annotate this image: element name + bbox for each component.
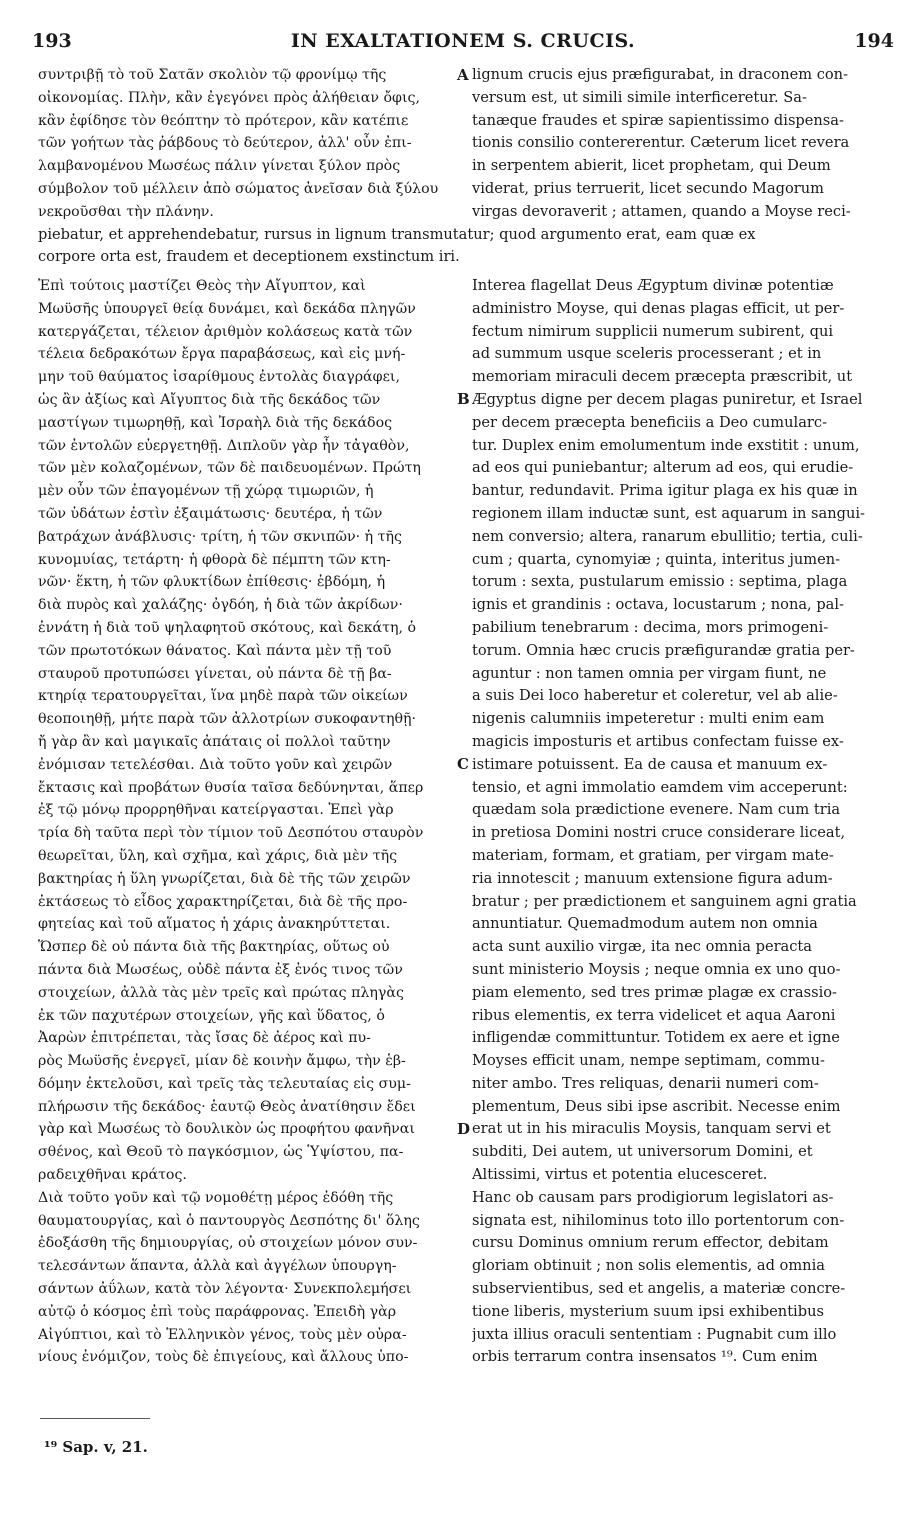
greek-line: ἐκ τῶν παχυτέρων στοιχείων, γῆς καὶ ὕδατος, ὁ — [38, 1007, 385, 1024]
greek-line: στοιχείων, ἀλλὰ τὰς μὲν τρεῖς καὶ πρώτας πληγὰς — [38, 984, 404, 1001]
latin-line: cum ; quarta, cynomyiæ ; quinta, interitus jumen- — [472, 550, 841, 568]
greek-line: κατεργάζεται, τέλειον ἀριθμὸν κολάσεως κατὰ τῶν — [38, 323, 413, 340]
greek-line: βατράχων ἀνάβλυσις· τρίτη, ἡ τῶν σκνιπῶν· ἡ τῆς — [38, 528, 402, 545]
greek-line: τελεσάντων ἅπαντα, ἀλλὰ καὶ ἀγγέλων ὑπουργη- — [38, 1258, 397, 1275]
latin-line: bratur ; per prædictionem et sanguinem agni gratia — [472, 892, 857, 910]
full-width-text — [38, 224, 890, 270]
latin-line: erat ut in his miraculis Moysis, tanquam servi et — [472, 1120, 831, 1138]
margin-marker-b: B — [457, 390, 470, 408]
latin-line: Interea flagellat Deus Ægyptum divinæ potentiæ — [472, 277, 834, 294]
greek-line: νεκροῦσθαι τὴν πλάνην. — [38, 203, 214, 220]
latin-line: ria innotescit ; manuum extensione figura adum- — [472, 869, 833, 887]
greek-line: τῶν γοήτων τὰς ῥάβδους τὸ δεύτερον, ἀλλ' οὖν ἐπι- — [38, 135, 412, 152]
greek-line: θεοποιηθῇ, μήτε παρὰ τῶν ἀλλοτρίων συκοφαντηθῇ· — [38, 711, 417, 728]
margin-marker-d: D — [457, 1120, 471, 1138]
latin-line: nigenis calumniis impeteretur : multi enim eam — [472, 710, 825, 728]
greek-line: ραδειχθῆναι κράτος. — [38, 1167, 187, 1184]
latin-line: piam elemento, sed tres primæ plagæ ex crassio- — [472, 983, 837, 1001]
latin-line: cursu Dominus omnium rerum effector, debitam — [472, 1234, 829, 1252]
latin-line: bantur, redundavit. Prima igitur plaga ex his quæ in — [472, 482, 858, 500]
greek-column-top — [38, 64, 458, 224]
latin-line: viderat, prius terruerit, licet secundo Magorum — [472, 179, 824, 197]
greek-line: νῶν· ἕκτη, ἡ τῶν φλυκτίδων ἐπίθεσις· ἑβδόμη, ἡ — [38, 574, 386, 591]
greek-line: φητείας καὶ τοῦ αἵματος ἡ χάρις ἀνακηρύττεται. — [38, 916, 391, 933]
latin-line: virgas devoraverit ; attamen, quando a Moyse reci- — [472, 202, 851, 220]
greek-line: Ἀαρὼν ἐπιτρέπεται, τὰς ἴσας δὲ ἀέρος καὶ πυ- — [38, 1030, 371, 1047]
greek-line: Διὰ τοῦτο γοῦν καὶ τῷ νομοθέτῃ μέρος ἐδόθη τῆς — [38, 1189, 394, 1206]
greek-line: τῶν ἐντολῶν εὐεργετηθῇ. Διπλοῦν γὰρ ἦν τἀγαθὸν, — [38, 437, 410, 454]
greek-line: τρία δὴ ταῦτα περὶ τὸν τίμιον τοῦ Δεσπότου σταυρὸν — [38, 825, 424, 842]
latin-line: Moyses efficit unam, nempe septimam, commu- — [472, 1052, 825, 1070]
greek-line: οἰκονομίας. Πλὴν, κἂν ἐγεγόνει πρὸς ἀλήθειαν ὄφις, — [38, 89, 421, 106]
latin-column-main — [472, 275, 890, 1369]
greek-line: ἐξ τῷ μόνῳ προρρηθῆναι κατείργασται. Ἐπεὶ γὰρ — [38, 802, 394, 819]
greek-line: δόμην ἐκτελοῦσι, καὶ τρεῖς τὰς τελευταίας εἰς συμ- — [38, 1075, 411, 1092]
page-number-right: 194 — [854, 30, 894, 52]
latin-line: orbis terrarum contra insensatos ¹⁹. Cum enim — [472, 1348, 818, 1366]
greek-line: μὲν οὖν τῶν ἐπαγομένων τῇ χώρᾳ τιμωριῶν, ἡ — [38, 483, 374, 500]
greek-line: Μωϋσῆς ὑπουργεῖ θείᾳ δυνάμει, καὶ δεκάδα πληγῶν — [38, 300, 416, 317]
latin-line: per decem præcepta beneficiis a Deo cumularc- — [472, 413, 827, 431]
latin-line: sunt ministerio Moysis ; neque omnia ex uno quo- — [472, 960, 841, 978]
greek-line: αὐτῷ ὁ κόσμος ἐπὶ τοὺς παράφρονας. Ἐπειδὴ γὰρ — [38, 1303, 397, 1320]
latin-line: pabilium tenebrarum : decima, mors primogeni- — [472, 618, 829, 636]
greek-line: θεωρεῖται, ὕλη, καὶ σχῆμα, καὶ χάρις, διὰ μὲν τῆς — [38, 847, 398, 864]
latin-line: infligendæ committuntur. Totidem ex aere et igne — [472, 1029, 840, 1047]
greek-line: ρὸς Μωϋσῆς ἐνεργεῖ, μίαν δὲ κοινὴν ἄμφω, τὴν ἑβ- — [38, 1053, 406, 1070]
greek-line: κυνομυίας, τετάρτη· ἡ φθορὰ δὲ πέμπτη τῶν κτη- — [38, 551, 391, 568]
latin-line: in pretiosa Domini nostri cruce considerare liceat, — [472, 824, 846, 842]
latin-line: lignum crucis ejus præfigurabat, in draconem con- — [472, 66, 849, 83]
greek-line: τέλεια δεδρακότων ἔργα παραβάσεως, καὶ εἰς μνή- — [38, 346, 406, 363]
latin-line: materiam, formam, et gratiam, per virgam mate- — [472, 846, 834, 864]
greek-line: κτηρίᾳ τερατουργεῖται, ἵνα μηδὲ παρὰ τῶν οἰκείων — [38, 688, 408, 705]
latin-line: Ægyptus digne per decem plagas puniretur, et Israel — [472, 390, 863, 408]
latin-line: Altissimi, virtus et potentia elucesceret. — [472, 1166, 768, 1184]
margin-marker-a: A — [457, 66, 469, 84]
running-title: IN EXALTATIONEM S. CRUCIS. — [290, 30, 636, 52]
latin-line: tione liberis, mysterium suum ipsi exhibentibus — [472, 1302, 824, 1320]
greek-line: Ἐπὶ τούτοις μαστίζει Θεὸς τὴν Αἴγυπτον, καὶ — [38, 278, 366, 294]
latin-line: versum est, ut simili simile interficeretur. Sa- — [472, 88, 807, 106]
greek-line: βακτηρίας ἡ ὕλη γνωρίζεται, διὰ δὲ τῆς τῶν χειρῶν — [38, 870, 411, 887]
latin-line: magicis imposturis et artibus confectam fuisse ex- — [472, 732, 844, 750]
latin-line: ribus elementis, ex terra videlicet et aqua Aaroni — [472, 1006, 836, 1024]
greek-line: ἐκτάσεως τὸ εἶδος χαρακτηρίζεται, διὰ δὲ τῆς προ- — [38, 893, 408, 910]
latin-line: fectum nimirum supplicii numerum subirent, qui — [472, 322, 834, 340]
greek-line: ἐνόμισαν τετελέσθαι. Διὰ τοῦτο γοῦν καὶ χειρῶν — [38, 756, 393, 773]
greek-line: συντριβῇ τὸ τοῦ Σατᾶν σκολιὸν τῷ φρονίμῳ τῆς — [38, 67, 387, 83]
latin-line: ad summum usque sceleris processerant ; et in — [472, 345, 822, 363]
greek-line: κἂν ἐφίδησε τὸν θεόπτην τὸ πρότερον, κἂν κατέπιε — [38, 112, 409, 129]
greek-line: διὰ πυρὸς καὶ χαλάζης· ὀγδόη, ἡ διὰ τῶν ἀκρίδων· — [38, 597, 403, 614]
latin-line: annuntiatur. Quemadmodum autem non omnia — [472, 915, 818, 933]
greek-line: μαστίγων τιμωρηθῇ, καὶ Ἰσραὴλ διὰ τῆς δεκάδος — [38, 414, 393, 431]
greek-line: σταυροῦ προτυπώσει γίνεται, οὐ πάντα δὲ τῇ βα- — [38, 665, 392, 682]
greek-line: τῶν ὑδάτων ἐστὶν ἐξαιμάτωσις· δευτέρα, ἡ τῶν — [38, 505, 383, 522]
greek-line: μην τοῦ θαύματος ἰσαρίθμους ἐντολὰς διαγράφει, — [38, 369, 400, 386]
greek-line: γὰρ καὶ Μωσέως τὸ δουλικὸν ὡς προφήτου φανῆναι — [38, 1121, 415, 1138]
footnote: ¹⁹ Sap. v, 21. — [44, 1438, 148, 1456]
latin-line: tensio, et agni immolatio eamdem vim acceperunt: — [472, 778, 848, 796]
latin-line: ad eos qui puniebantur; alterum ad eos, qui erudie- — [472, 459, 854, 477]
greek-line: ἐννάτη ἡ διὰ τοῦ ψηλαφητοῦ σκότους, καὶ δεκάτη, ὁ — [38, 619, 417, 636]
greek-line: σάντων ἀΰλων, κατὰ τὸν λέγοντα· Συνεκπολεμήσει — [38, 1281, 412, 1298]
latin-line: signata est, nihilominus toto illo portentorum con- — [472, 1211, 845, 1229]
latin-line: torum. Omnia hæc crucis præfigurandæ gratia per- — [472, 641, 855, 659]
latin-line: aguntur : non tamen omnia per virgam fiunt, ne — [472, 664, 827, 682]
latin-line: in serpentem abierit, licet prophetam, qui Deum — [472, 157, 831, 175]
latin-line: regionem illam inductæ sunt, est aquarum in sangui- — [472, 504, 865, 522]
full-line: corpore orta est, fraudem et deceptionem exstinctum iri. — [38, 248, 460, 266]
page-number-left: 193 — [32, 30, 72, 52]
latin-line: torum : sexta, pustularum emissio : septima, plaga — [472, 573, 848, 591]
greek-column-main — [38, 275, 458, 1369]
greek-line: σύμβολον τοῦ μέλλειν ἀπὸ σώματος ἀνεῖσαν διὰ ξύλου — [38, 180, 439, 197]
greek-line: σθένος, καὶ Θεοῦ τὸ παγκόσμιον, ὡς Ὑψίστου, πα- — [38, 1144, 404, 1161]
latin-line: tionis consilio contererentur. Cæterum licet revera — [472, 134, 850, 152]
latin-line: acta sunt auxilio virgæ, ita nec omnia peracta — [472, 938, 812, 956]
margin-marker-c: C — [457, 755, 469, 773]
greek-line: θαυματουργίας, καὶ ὁ παντουργὸς Δεσπότης δι' ὅλης — [38, 1212, 420, 1229]
full-line: piebatur, et apprehendebatur, rursus in lignum transmutatur; quod argumento erat, eam quæ ex — [38, 225, 756, 243]
greek-line: λαμβανομένου Μωσέως πάλιν γίνεται ξύλον πρὸς — [38, 158, 401, 175]
latin-line: ignis et grandinis : octava, locustarum ; nona, pal- — [472, 596, 844, 614]
latin-line: administro Moyse, qui denas plagas efficit, ut per- — [472, 299, 845, 317]
latin-column-top — [472, 64, 890, 224]
latin-line: quædam sola prædictione evenere. Nam cum tria — [472, 801, 841, 819]
latin-line: plementum, Deus sibi ipse ascribit. Necesse enim — [472, 1097, 841, 1115]
greek-line: νίους ἐνόμιζον, τοὺς δὲ ἐπιγείους, καὶ ἄλλους ὑπο- — [38, 1349, 409, 1366]
greek-line: Αἰγύπτιοι, καὶ τὸ Ἑλληνικὸν γένος, τοὺς μὲν οὐρα- — [38, 1326, 407, 1343]
greek-line: πλήρωσιν τῆς δεκάδος· ἑαυτῷ Θεὸς ἀνατίθησιν ἔδει — [38, 1098, 416, 1115]
latin-line: istimare potuissent. Ea de causa et manuum ex- — [472, 755, 828, 773]
latin-line: a suis Dei loco haberetur et coleretur, vel ab alie- — [472, 687, 838, 705]
greek-line: ἐδοξάσθη τῆς δημιουργίας, οὐ στοιχείων μόνον συν- — [38, 1235, 418, 1252]
page-header — [32, 30, 894, 58]
greek-line: Ὥσπερ δὲ οὐ πάντα διὰ τῆς βακτηρίας, οὕτως οὐ — [38, 939, 390, 956]
greek-line: ἔκτασις καὶ προβάτων θυσία ταῖσα δεδύνηνται, ἅπερ — [38, 779, 424, 796]
greek-line: τῶν πρωτοτόκων θάνατος. Καὶ πάντα μὲν τῇ τοῦ — [38, 642, 392, 659]
latin-line: tur. Duplex enim emolumentum inde exstitit : unum, — [472, 436, 860, 454]
latin-line: tanæque fraudes et spiræ sapientissimo dispensa- — [472, 111, 844, 129]
latin-line: subditi, Dei autem, ut universorum Domini, et — [472, 1143, 813, 1161]
latin-line: memoriam miraculi decem præcepta præscribit, ut — [472, 368, 853, 386]
footnote-rule — [40, 1418, 150, 1419]
greek-line: ἤ γὰρ ἂν καὶ μαγικαῖς ἀπάταις οἱ πολλοὶ ταῦτην — [38, 733, 391, 750]
greek-line: πάντα διὰ Μωσέως, οὐδὲ πάντα ἐξ ἑνός τινος τῶν — [38, 961, 403, 978]
latin-line: gloriam obtinuit ; non solis elementis, ad omnia — [472, 1257, 825, 1275]
greek-line: ὡς ἂν ἀξίως καὶ Αἴγυπτος διὰ τῆς δεκάδος τῶν — [38, 391, 381, 408]
latin-line: nem conversio; altera, ranarum ebullitio; tertia, culi- — [472, 527, 863, 545]
greek-line: τῶν μὲν κολαζομένων, τῶν δὲ παιδευομένων. Πρώτη — [38, 460, 421, 477]
latin-line: subservientibus, sed et angelis, a materiæ concre- — [472, 1280, 846, 1298]
latin-line: niter ambo. Tres reliquas, denarii numeri com- — [472, 1074, 819, 1092]
latin-line: Hanc ob causam pars prodigiorum legislatori as- — [472, 1188, 834, 1206]
latin-line: juxta illius oraculi sententiam : Pugnabit cum illo — [472, 1325, 837, 1343]
